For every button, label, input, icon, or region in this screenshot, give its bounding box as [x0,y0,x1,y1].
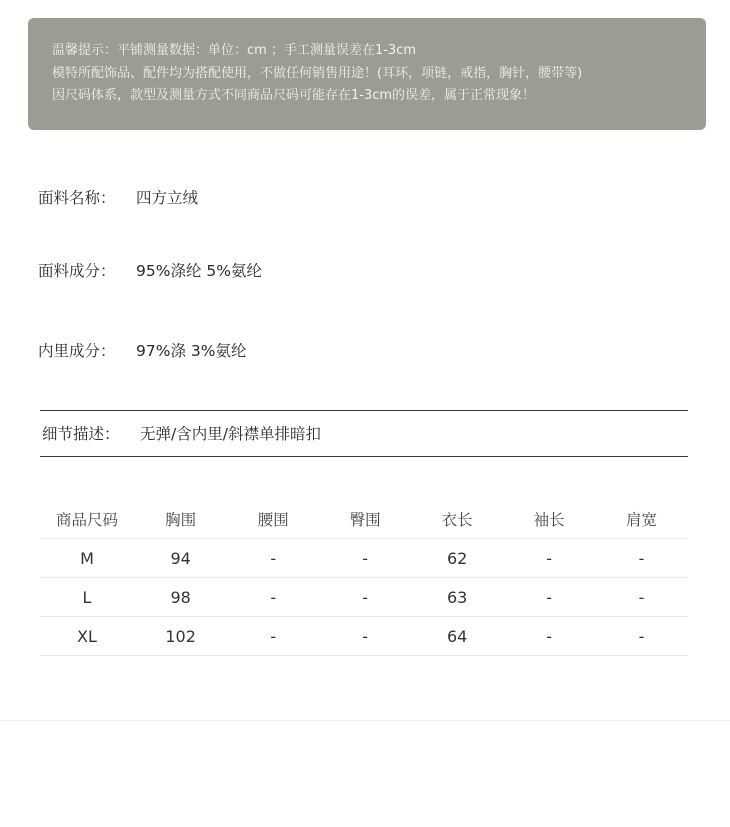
cell-shoulder: - [595,539,688,578]
spec-value: 无弹/含内里/斜襟单排暗扣 [140,425,321,443]
header-size: 商品尺码 [55,510,118,529]
cell-length: 64 [411,617,503,656]
spec-label: 细节描述： [42,425,120,443]
spec-value: 95%涤纶 5%氨纶 [136,262,262,280]
page-bottom-divider [0,720,730,721]
cell-hip: - [319,617,411,656]
divider [40,456,688,457]
cell-waist: - [227,617,319,656]
spec-value: 四方立绒 [136,189,199,207]
cell-sleeve: - [503,578,595,617]
cell-waist: - [227,578,319,617]
cell-size: L [40,578,134,617]
cell-size: XL [40,617,134,656]
notice-line-1: 温馨提示：平铺测量数据：单位：cm ；手工测量误差在1-3cm [52,43,416,58]
header-sleeve: 袖长 [533,510,565,529]
cell-size: M [40,539,134,578]
header-hip: 臀围 [349,510,381,529]
cell-length: 62 [411,539,503,578]
spec-label: 内里成分： [38,342,116,360]
table-row [40,617,688,656]
notice-line-3: 因尺码体系，款型及测量方式不同商品尺码可能存在1-3cm的误差，属于正常现象！ [52,88,536,103]
spec-fabric-composition [38,259,262,281]
cell-shoulder: - [595,578,688,617]
divider [40,410,688,411]
cell-shoulder: - [595,617,688,656]
spec-details [42,422,321,444]
spec-label: 面料名称： [38,189,116,207]
cell-length: 63 [411,578,503,617]
cell-hip: - [319,539,411,578]
cell-chest: 94 [134,539,227,578]
cell-waist: - [227,539,319,578]
cell-sleeve: - [503,617,595,656]
size-table-header [40,499,688,539]
size-table [40,499,688,656]
spec-value: 97%涤 3%氨纶 [136,342,247,360]
cell-chest: 102 [134,617,227,656]
table-row [40,539,688,578]
spec-label: 面料成分： [38,262,116,280]
measurement-notice [28,18,706,130]
cell-sleeve: - [503,539,595,578]
cell-chest: 98 [134,578,227,617]
cell-hip: - [319,578,411,617]
header-length: 衣长 [441,510,473,529]
header-waist: 腰围 [257,510,289,529]
table-row [40,578,688,617]
notice-line-2: 模特所配饰品、配件均为搭配使用，不做任何销售用途！(耳环，项链，戒指，胸针，腰带等) [52,65,583,81]
spec-lining-composition [38,339,246,361]
spec-fabric-name [38,186,198,208]
header-shoulder: 肩宽 [626,510,658,529]
header-chest: 胸围 [165,510,197,529]
